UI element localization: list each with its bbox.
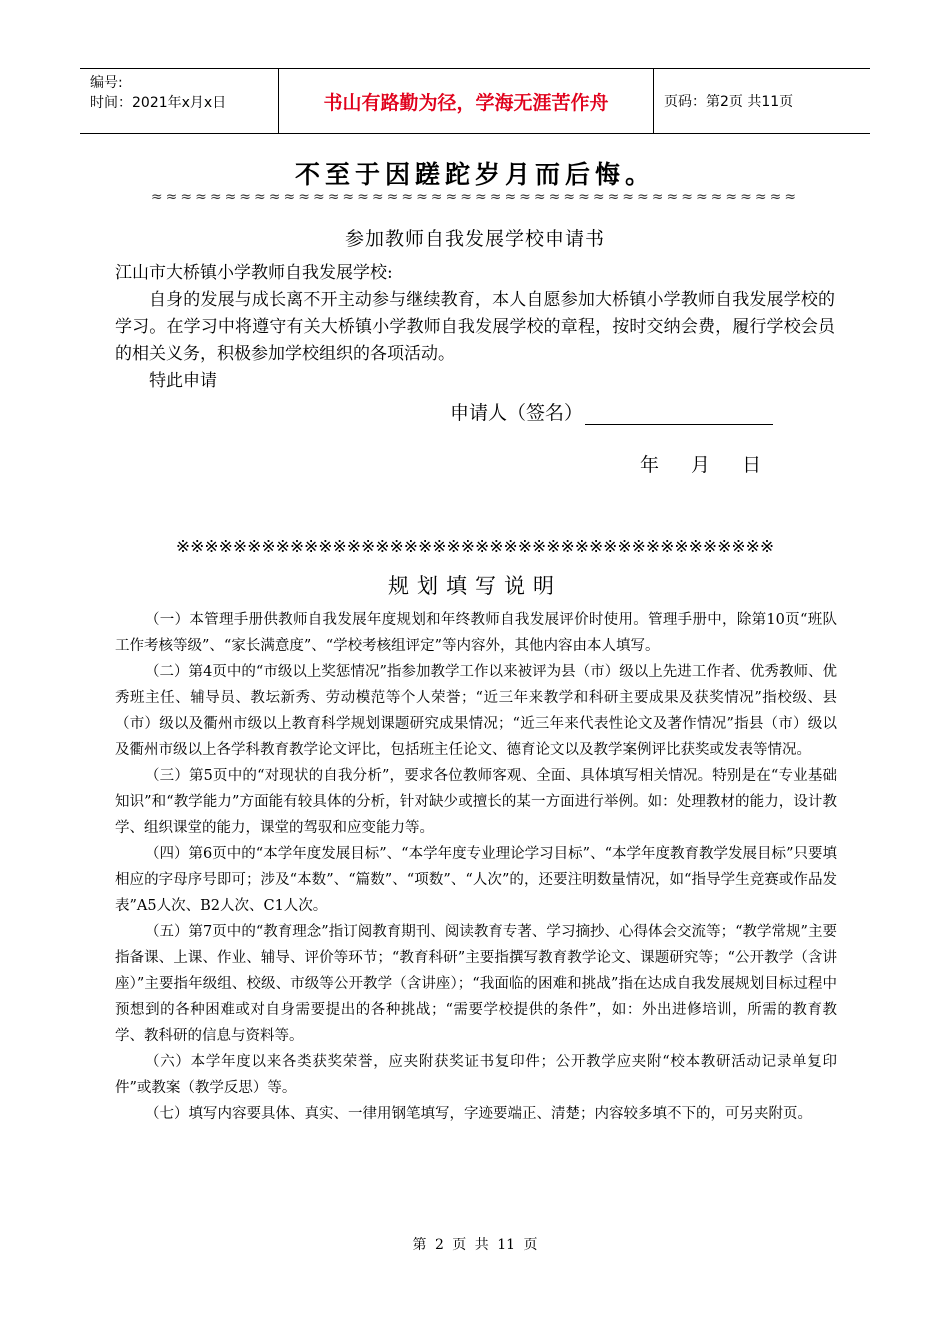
date-line: 年 月 日	[640, 454, 762, 476]
header-slogan: 书山有路勤为径，学海无涯苦作舟	[278, 69, 654, 133]
guide-item: （三）第5页中的“对现状的自我分析”，要求各位教师客观、全面、具体填写相关情况。特别是在“专业基础知识”和“教学能力”方面能有较具体的分析，针对缺少或擅长的某一方面进行举例。如：处理教材的能力，设计教学、组织课堂的能力，课堂的驾驭和应变能力等。	[115, 768, 837, 836]
star-divider: ※※※※※※※※※※※※※※※※※※※※※※※※※※※※※※※※※※※※※※※※※※	[175, 537, 775, 557]
application-title: 参加教师自我发展学校申请书	[344, 228, 605, 250]
wave-divider: ≈≈≈≈≈≈≈≈≈≈≈≈≈≈≈≈≈≈≈≈≈≈≈≈≈≈≈≈≈≈≈≈≈≈≈≈≈≈≈≈≈≈≈≈	[150, 189, 800, 205]
guide-item: （五）第7页中的“教育理念”指订阅教育期刊、阅读教育专著、学习摘抄、心得体会交流等；“教学常规”主要指备课、上课、作业、辅导、评价等环节；“教育科研”主要指撰写教育教学论文、课题研究等；“公开教学（含讲座）”主要指年级组、校级、市级等公开教学（含讲座）；“我面临的困难和挑战”指在达成自我发展规划目标过程中预想到的各种困难或对自身需要提出的各种挑战；“需要学校提供的条件”，如：外出进修培训，所需的教育教学、教科研的信息与资料等。	[115, 924, 837, 1044]
guide-title: 规划填写说明	[388, 574, 562, 598]
header-left-cell	[80, 69, 278, 133]
application-closing: 特此申请	[149, 371, 217, 391]
document-number-label: 编号:	[90, 75, 123, 91]
motto-heading: 不至于因蹉跎岁月而后悔。	[294, 160, 655, 189]
application-paragraph: 自身的发展与成长离不开主动参与继续教育，本人自愿参加大桥镇小学教师自我发展学校的学习。在学习中将遵守有关大桥镇小学教师自我发展学校的章程，按时交纳会费，履行学校会员的相关义务，积极参加学校组织的各项活动。	[115, 290, 835, 364]
document-time-label: 时间：2021年x月x日	[90, 95, 227, 111]
signature-line	[585, 402, 773, 425]
application-salutation: 江山市大桥镇小学教师自我发展学校:	[115, 263, 393, 283]
guide-item: （七）填写内容要具体、真实、一律用钢笔填写，字迹要端正、清楚；内容较多填不下的，可另夹附页。	[145, 1106, 812, 1122]
guide-body	[115, 607, 837, 1127]
signature-field	[450, 398, 773, 425]
guide-item: （一）本管理手册供教师自我发展年度规划和年终教师自我发展评价时使用。管理手册中，除第10页“班队工作考核等级”、“家长满意度”、“学校考核组评定”等内容外，其他内容由本人填写。	[115, 612, 837, 654]
guide-item: （二）第4页中的“市级以上奖惩情况”指参加教学工作以来被评为县（市）级以上先进工作者、优秀教师、优秀班主任、辅导员、教坛新秀、劳动模范等个人荣誉；“近三年来教学和科研主要成果及获奖情况”指校级、县（市）级以及衢州市级以上教育科学规划课题研究成果情况；“近三年来代表性论文及著作情况”指县（市）级以及衢州市级以上各学科教育教学论文评比，包括班主任论文、德育论文以及教学案例评比获奖或发表等情况。	[115, 664, 837, 758]
signature-label: 申请人（签名）	[450, 402, 584, 424]
guide-item: （四）第6页中的“本学年度发展目标”、“本学年度专业理论学习目标”、“本学年度教育教学发展目标”只要填相应的字母序号即可；涉及“本数”、“篇数”、“项数”、“人次”的，还要注明数量情况，如“指导学生竞赛或作品发表”A5人次、B2人次、C1人次。	[115, 846, 837, 914]
guide-item: （六）本学年度以来各类获奖荣誉，应夹附获奖证书复印件；公开教学应夹附“校本教研活动记录单复印件”或教案（教学反思）等。	[115, 1054, 837, 1096]
header-table	[80, 68, 870, 134]
header-page-label: 页码：第2页 共11页	[664, 94, 794, 110]
application-body	[115, 260, 835, 395]
page-footer: 第 2 页 共 11 页	[412, 1237, 538, 1253]
